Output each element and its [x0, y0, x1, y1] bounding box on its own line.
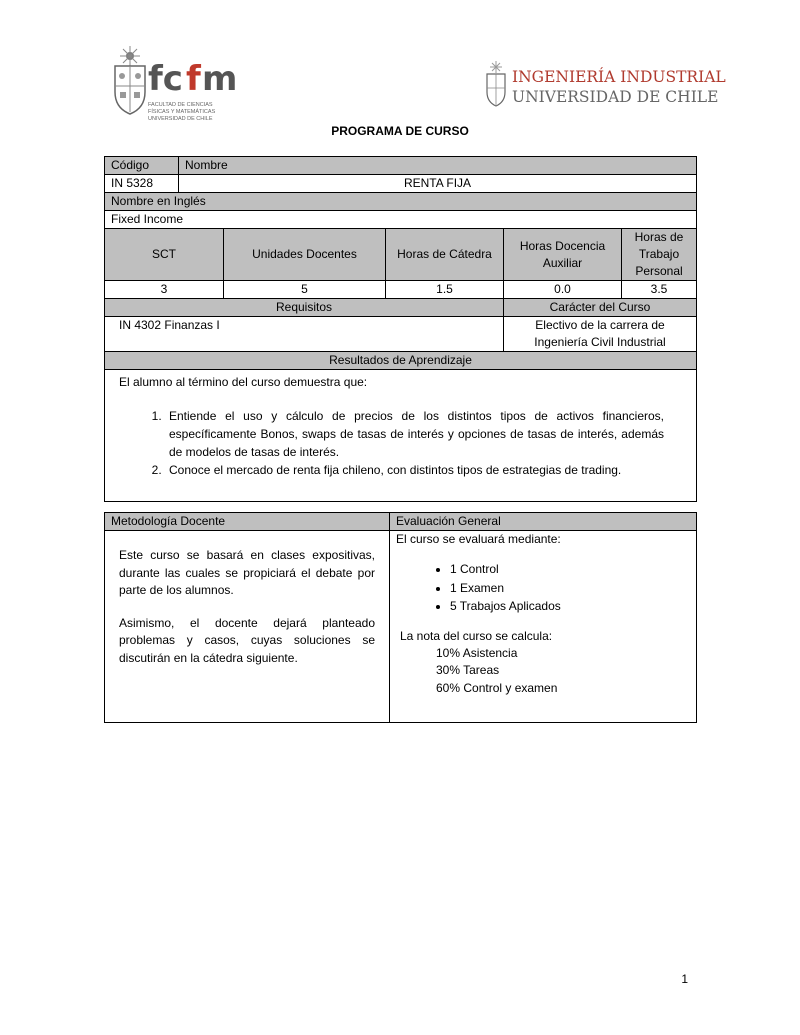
formula-intro: La nota del curso se calcula:: [400, 628, 553, 643]
course-id-row: [105, 175, 697, 193]
hours-header-personal: Horas de Trabajo Personal: [622, 229, 697, 281]
fcfm-wordmark-m: m: [202, 59, 238, 99]
list-item: • 5 Trabajos Aplicados: [450, 597, 690, 616]
list-item: 2. Conoce el mercado de renta fija chileno, con distintos tipos de estrategias de trading.: [165, 461, 664, 479]
requisitos-header-row: [105, 299, 697, 317]
hours-value-personal: 3.5: [622, 281, 697, 299]
evaluacion-intro: El curso se evaluará mediante:: [396, 532, 561, 546]
resultados-content: [105, 370, 697, 502]
codigo-label: Código: [105, 157, 179, 175]
hours-value-unidades: 5: [224, 281, 386, 299]
logo-line-1: INGENIERÍA INDUSTRIAL: [512, 68, 726, 86]
resultados-row: [105, 370, 697, 502]
list-item: • 1 Examen: [450, 579, 690, 598]
evaluacion-content: [390, 531, 697, 723]
list-item: • 1 Control: [450, 560, 690, 579]
hours-value-catedra: 1.5: [386, 281, 504, 299]
evaluacion-list: [396, 560, 690, 616]
hours-header-unidades: Unidades Docentes: [224, 229, 386, 281]
fcfm-caption-3: UNIVERSIDAD DE CHILE: [148, 116, 213, 122]
hours-values-row: [105, 281, 697, 299]
hours-value-auxiliar: 0.0: [504, 281, 622, 299]
metodologia-label: Metodología Docente: [105, 513, 390, 531]
fcfm-caption-1: FACULTAD DE CIENCIAS: [148, 102, 213, 108]
fcfm-caption-2: FÍSICAS Y MATEMÁTICAS: [148, 109, 216, 115]
list-item: 1. Entiende el uso y cálculo de precios de los distintos tipos de activos financieros, específicamente Bonos, swaps de tasas de interés y opciones de tasas de interés, además de modelos de tasas de interés.: [165, 407, 664, 461]
course-info-table: [104, 156, 697, 502]
requisitos-row: [105, 317, 697, 352]
resultados-list: [165, 407, 664, 479]
logo-line-2: UNIVERSIDAD DE CHILE: [512, 88, 719, 106]
methodology-header-row: [105, 513, 697, 531]
fcfm-wordmark-f: f: [186, 59, 201, 99]
hours-header-auxiliar: Horas Docencia Auxiliar: [504, 229, 622, 281]
nombre-label: Nombre: [179, 157, 697, 175]
resultados-label: Resultados de Aprendizaje: [105, 352, 697, 370]
page-number: 1: [681, 972, 688, 986]
nombre-ingles-header-row: [105, 193, 697, 211]
codigo-value: IN 5328: [105, 175, 179, 193]
requisitos-value: IN 4302 Finanzas I: [105, 317, 504, 352]
university-crest-icon: [115, 46, 145, 114]
university-crest-icon: [487, 61, 505, 106]
evaluacion-label: Evaluación General: [390, 513, 697, 531]
metodologia-paragraph: Asimismo, el docente dejará planteado problemas y casos, cuyas soluciones se discutirán en la cátedra siguiente.: [119, 615, 375, 665]
nombre-ingles-value: Fixed Income: [105, 211, 697, 229]
hours-header-row: [105, 229, 697, 281]
metodologia-paragraph: Este curso se basará en clases expositivas, durante las cuales se propiciará el debate por parte de los alumnos.: [119, 548, 375, 597]
page-title: PROGRAMA DE CURSO: [331, 124, 469, 138]
fcfm-wordmark: fc: [148, 59, 183, 99]
ingenieria-industrial-logo: [484, 60, 726, 110]
formula-item: 60% Control y examen: [436, 680, 558, 695]
methodology-evaluation-table: [104, 512, 697, 723]
hours-value-sct: 3: [105, 281, 224, 299]
methodology-content-row: [105, 531, 697, 723]
requisitos-label: Requisitos: [105, 299, 504, 317]
hours-header-sct: SCT: [105, 229, 224, 281]
caracter-label: Carácter del Curso: [504, 299, 697, 317]
nombre-ingles-row: [105, 211, 697, 229]
nombre-value: RENTA FIJA: [179, 175, 697, 193]
nombre-ingles-label: Nombre en Inglés: [105, 193, 697, 211]
formula-item: 10% Asistencia: [436, 645, 518, 660]
resultados-intro: El alumno al término del curso demuestra que:: [119, 375, 368, 389]
resultados-header-row: [105, 352, 697, 370]
caracter-value: Electivo de la carrera de Ingeniería Civil Industrial: [504, 317, 697, 352]
fcfm-logo: [110, 44, 240, 126]
formula-item: 30% Tareas: [436, 663, 500, 677]
header-row: [105, 157, 697, 175]
hours-header-catedra: Horas de Cátedra: [386, 229, 504, 281]
metodologia-content: [105, 531, 390, 723]
